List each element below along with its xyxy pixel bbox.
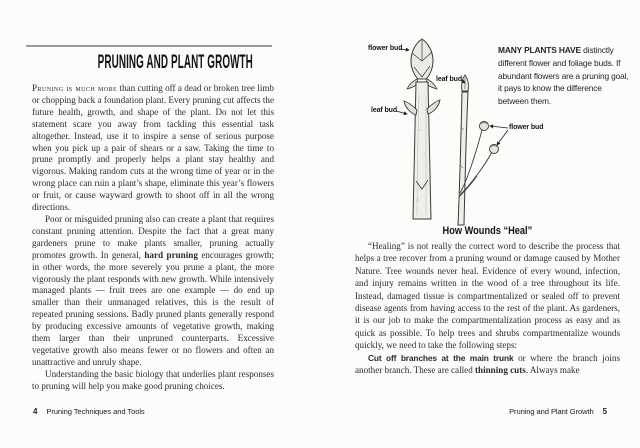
- right-twig-stem: [458, 92, 468, 225]
- paragraph-2: [32, 214, 274, 369]
- chapter-title-text: PRUNING AND PLANT GROWTH: [97, 52, 253, 73]
- right-footer: [509, 407, 607, 416]
- right-twig: [458, 75, 499, 225]
- thinning-cuts-paragraph: [355, 352, 620, 377]
- bud-illustration: [360, 35, 515, 230]
- figure-label-leaf-bud-side: leaf bud: [371, 107, 398, 114]
- intro-paragraph: [32, 83, 274, 214]
- left-running-head: Pruning Techniques and Tools: [46, 407, 145, 416]
- thinning-cuts-mid: or where the branch joins another branch. These are called: [355, 352, 620, 376]
- cut-off-branches-lead: Cut off branches at the main trunk: [368, 352, 514, 363]
- right-running-head: Pruning and Plant Growth: [509, 407, 594, 416]
- thinning-cuts-tail: . Always make: [525, 365, 580, 376]
- right-body-text: [355, 240, 620, 376]
- paragraph-3: Understanding the basic biology that underlies plant responses to pruning will help you make good pruning choices.: [32, 368, 274, 391]
- healing-paragraph: “Healing” is not really the correct word to describe the process that helps a tree recover from a pruning wound or damage caused by Mother Nature. Tree wounds never heal. Evidence of every wound, infection, and injury remains written in the wood of a tree throughout its life. Instead, damaged tissue is compartmentalized or sealed off to prevent disease agents from having access to the rest of the plant. As gardeners, it is our job to make the compartmentalization process as easy and as quick as possible. To help trees and shrubs compartmentalize wounds quickly, we need to take the following steps:: [355, 241, 620, 351]
- right-page-number: 5: [602, 407, 607, 416]
- hard-pruning-term: hard pruning: [144, 249, 198, 260]
- left-footer: [33, 407, 145, 416]
- arrow-flower-bud-right-2: [497, 130, 508, 145]
- figure-label-flower-bud-right: flower bud: [509, 124, 544, 131]
- section-heading: [355, 225, 620, 237]
- intro-rest: than cutting off a dead or broken tree limb or chopping back a foundation plant. Every pruning cut affects the future health, growth, and shape of the plant. Do not let this statement scare you away from tackling this essential task altogether. Instead, use it to inspire a sense of serious purpose when you pick up a pair of shears or a saw. Taking the time to prune promptly and properly helps a plant stay healthy and vigorous. Making random cuts at the wrong time of year or in the wrong place can ruin a plant’s shape, eliminate this year’s flowers or fruit, or cause wayward growth to shoot off in all the wrong directions.: [32, 83, 274, 213]
- figure-label-flower-bud-top: flower bud: [368, 45, 403, 52]
- intro-lead-smallcaps: Pruning is much more: [32, 83, 118, 93]
- left-body-text: [32, 83, 274, 393]
- thinning-cuts-term: thinning cuts: [475, 365, 526, 376]
- figure-label-leaf-bud-top: leaf bud: [436, 76, 463, 83]
- figure-caption-lead: MANY PLANTS HAVE: [498, 45, 581, 55]
- leaf-bud-right: [427, 100, 440, 114]
- left-page-number: 4: [33, 407, 38, 416]
- left-twig: [404, 39, 440, 219]
- left-twig-stem: [413, 82, 431, 219]
- arrow-flower-bud-right-1: [490, 126, 508, 128]
- paragraph-2-before: Poor or misguided pruning also can create a plant that requires constant pruning attention. Despite the fact that a great many gardeners prune to make plants smaller, pruning actually promotes growth. In general,: [32, 213, 274, 260]
- paragraph-2-after: encourages growth; in other words, the more severely you prune a plant, the more vigorously the plant responds with new growth. While intensively managed plants — fruit trees are one example — do end up smaller than their unmanaged relatives, this is the result of repeated pruning sessions. Badly pruned plants generally respond by producing excessive amounts of vegetative growth, making them larger than their unpruned counterparts. Excessive vegetative growth also means fewer or no flowers and often an unattractive and unruly shape.: [32, 249, 274, 367]
- figure-caption-rest: distinctly different flower and foliage buds. If abundant flowers are a pruning goal, it pays to know the difference between them.: [498, 45, 629, 107]
- figure-caption: [498, 44, 632, 108]
- section-heading-text: How Wounds “Heal”: [442, 225, 533, 237]
- chapter-title: [26, 52, 272, 74]
- title-rule: [26, 45, 272, 47]
- arrow-leaf-bud-side: [396, 111, 407, 114]
